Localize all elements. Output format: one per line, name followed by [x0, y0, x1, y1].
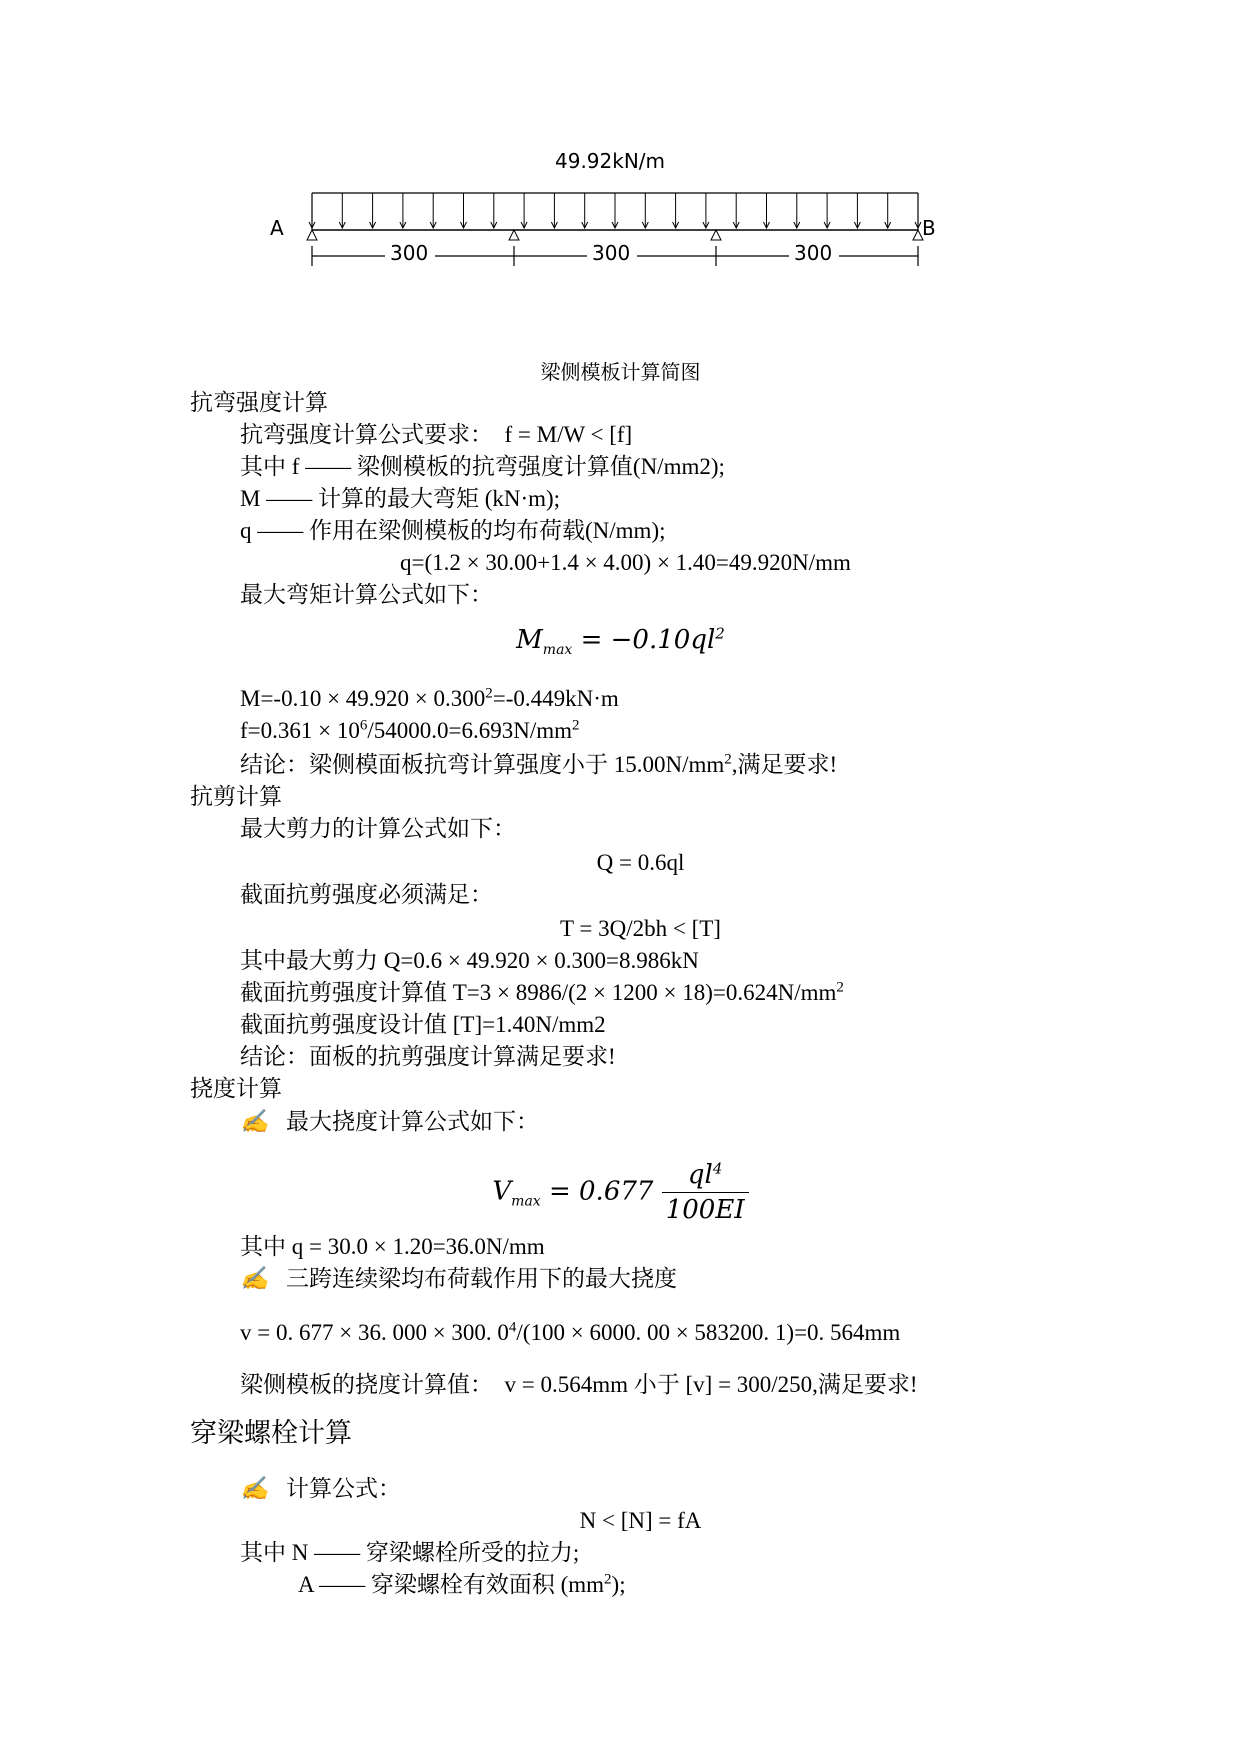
deflection-formula: $V_{max} = 0.677$ $\frac{ql^4}{100EI}$: [0, 1158, 1241, 1227]
deflection-conclusion: 梁侧模板的挠度计算值： v = 0.564mm 小于 [v] = 300/250,满足要求!: [240, 1372, 918, 1397]
deflection-line1: ✍ 最大挠度计算公式如下：: [240, 1107, 539, 1137]
support-triangle: [711, 230, 721, 240]
bolt-formula: N < [N] = fA: [579, 1508, 702, 1533]
shear-formula2: T = 3Q/2bh < [T]: [560, 916, 721, 941]
deflection-calc: v = 0. 677 × 36. 000 × 300. $0^4/(100 \times 6000$. 00 × 583200. 1)=0. 564mm: [240, 1319, 901, 1345]
load-label: 49.92kN/m: [555, 150, 666, 173]
bolt-line2: 其中 N —— 穿梁螺栓所受的拉力;: [240, 1540, 580, 1565]
supports: [307, 230, 923, 240]
support-a-label: A: [270, 216, 284, 240]
bolt-line3: A —— 穿梁螺栓有效面积 $(mm^2)$;: [298, 1571, 626, 1597]
bending-q-calc: q=(1.2 × 30.00+1.4 × 4.00) × 1.40=49.920N/mm: [400, 550, 851, 575]
bending-heading: 抗弯强度计算: [190, 390, 328, 415]
span-label-2: 300: [592, 241, 631, 265]
bolt-line1: ✍ 计算公式：: [240, 1474, 401, 1504]
shear-line3: 其中最大剪力 Q=0.6 × 49.920 × 0.300=8.986kN: [240, 948, 699, 973]
shear-line4: 截面抗剪强度计算值 $T=3 \times 8986/(2 \times 1200 \times 18)=0.624N/mm^2$: [240, 979, 844, 1005]
support-triangle: [307, 230, 317, 240]
shear-line6: 结论：面板的抗剪强度计算满足要求!: [240, 1044, 616, 1069]
span-label-1: 300: [390, 241, 429, 265]
deflection-line2: 其中 q = 30.0 × 1.20=36.0N/mm: [240, 1234, 545, 1259]
diagram-caption: 梁侧模板计算简图: [540, 362, 701, 384]
support-triangle: [509, 230, 519, 240]
bending-line4: q —— 作用在梁侧模板的均布荷载(N/mm);: [240, 518, 666, 543]
shear-line1: 最大剪力的计算公式如下：: [240, 816, 516, 841]
bending-line3: M —— 计算的最大弯矩 (kN·m);: [240, 486, 561, 511]
bolt-heading: 穿梁螺栓计算: [190, 1418, 352, 1448]
span-label-3: 300: [794, 241, 833, 265]
load-arrows: [309, 193, 921, 228]
bending-m-calc: $M=-0.10 \times 49.920 \times 0.300^2=-0.449kN\cdot m$: [240, 685, 619, 711]
bending-line2: 其中 f —— 梁侧模板的抗弯强度计算值(N/mm2);: [240, 454, 725, 479]
deflection-heading: 挠度计算: [190, 1076, 282, 1101]
bending-line6: 最大弯矩计算公式如下：: [240, 582, 493, 607]
shear-line5: 截面抗剪强度设计值 [T]=1.40N/mm2: [240, 1012, 606, 1037]
shear-line2: 截面抗剪强度必须满足：: [240, 882, 493, 907]
deflection-line3: ✍ 三跨连续梁均布荷载作用下的最大挠度: [240, 1264, 677, 1294]
bending-line1: 抗弯强度计算公式要求： f = M/W < [f]: [240, 422, 633, 447]
bending-conclusion: 结论：梁侧模面板抗弯计算强度小于 $15.00N/mm^2$,满足要求!: [240, 751, 838, 777]
shear-formula1: Q = 0.6ql: [596, 850, 685, 875]
support-b-label: B: [922, 216, 936, 240]
beam-diagram: [260, 150, 960, 280]
pen-icon: ✍: [240, 1476, 269, 1501]
bending-formula: $M_{max} = -0.10ql^2$: [516, 624, 725, 659]
pen-icon: ✍: [240, 1266, 269, 1291]
bending-f-calc: $f=0.361 \times 10^6/54000.0=6.693N/mm^2$: [240, 717, 580, 743]
shear-heading: 抗剪计算: [190, 784, 282, 809]
pen-icon: ✍: [240, 1109, 269, 1134]
